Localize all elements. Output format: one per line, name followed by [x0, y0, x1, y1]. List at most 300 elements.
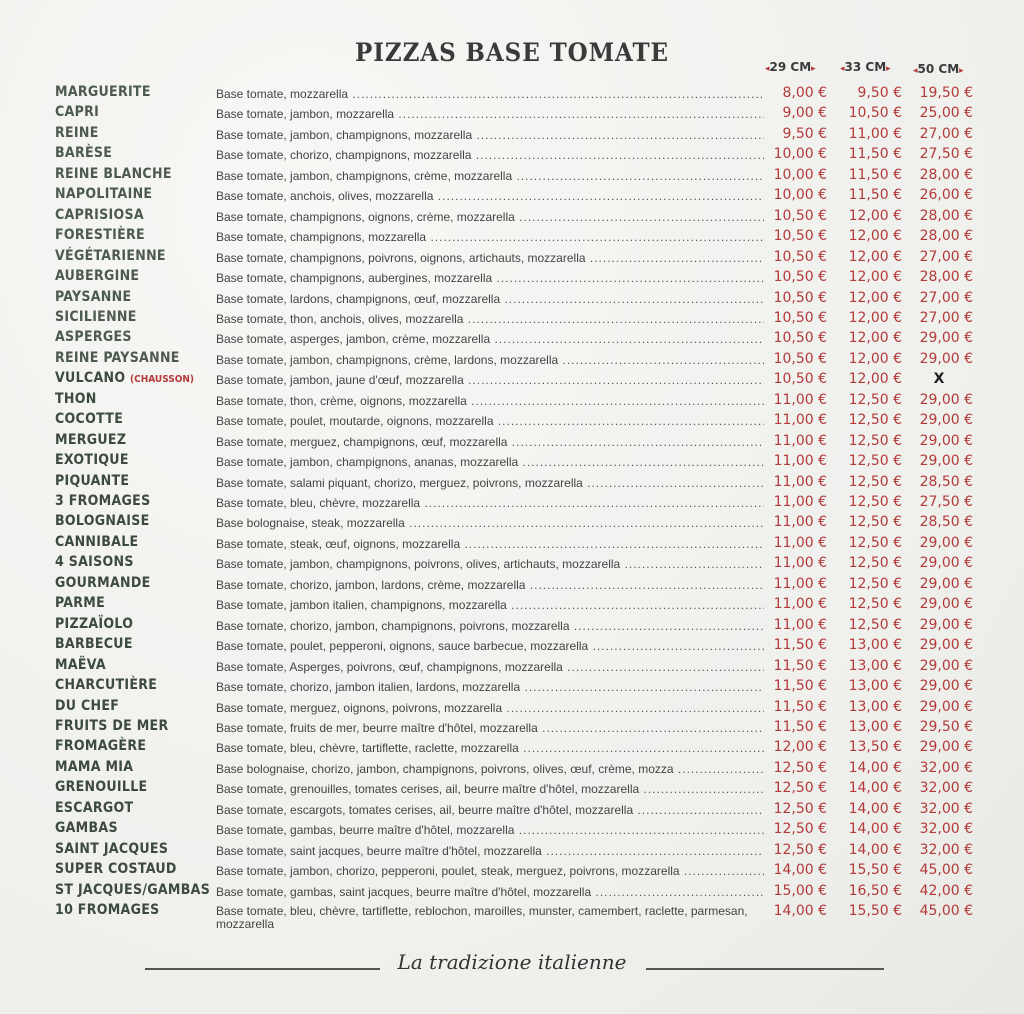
pizza-name [55, 411, 215, 427]
pizza-name [55, 616, 215, 632]
price-33cm: 12,50 € [848, 596, 902, 613]
pizza-description: Base tomate, salami piquant, chorizo, merguez, poivrons, mozzarella ..... [216, 476, 764, 490]
pizza-name-label: FROMAGÈRE [55, 738, 147, 755]
pizza-row [0, 207, 1024, 227]
price-33cm: 12,00 € [848, 350, 902, 367]
pizza-description: Base tomate, lardons, champignons, œuf, mozzarella ..... [216, 292, 764, 306]
pizza-note: (CHAUSSON) [130, 374, 195, 386]
pizza-name [55, 84, 215, 100]
price-29cm: 11,00 € [773, 473, 827, 490]
price-33cm: 12,00 € [848, 330, 902, 347]
price-33cm: 12,50 € [848, 391, 902, 408]
pizza-row [0, 391, 1024, 411]
pizza-description: Base tomate, jambon, chorizo, pepperoni, poulet, steak, merguez, poivrons, mozzarella ..... [216, 864, 764, 878]
pizza-row [0, 636, 1024, 656]
pizza-name-label: BARBECUE [55, 636, 133, 653]
price-50cm: 29,00 € [919, 534, 973, 551]
pizza-name-label: CHARCUTIÈRE [55, 677, 158, 694]
pizza-description: Base tomate, gambas, saint jacques, beurre maître d'hôtel, mozzarella ..... [216, 885, 764, 899]
price-33cm: 13,00 € [848, 698, 902, 715]
footer-divider-right [646, 968, 884, 970]
pizza-description: Base tomate, champignons, oignons, crème, mozzarella ..... [216, 210, 764, 224]
pizza-row [0, 759, 1024, 779]
pizza-row [0, 145, 1024, 165]
price-50cm: 28,00 € [919, 207, 973, 224]
pizza-name [55, 370, 215, 386]
pizza-name-label: CAPRI [55, 104, 100, 121]
pizza-row [0, 677, 1024, 697]
price-29cm: 15,00 € [773, 882, 827, 899]
pizza-name-label: REINE BLANCHE [55, 165, 172, 182]
pizza-name [55, 207, 215, 223]
pizza-row [0, 902, 1024, 931]
price-33cm: 12,00 € [848, 207, 902, 224]
size-label: 33 CM [844, 60, 887, 74]
pizza-name-label: MARGUERITE [55, 84, 151, 100]
price-50cm: 27,00 € [919, 125, 973, 142]
price-33cm: 14,00 € [848, 800, 902, 817]
price-33cm: 16,50 € [848, 882, 902, 899]
pizza-name-label: PARME [55, 595, 106, 612]
pizza-description: Base tomate, jambon, champignons, ananas, mozzarella ..... [216, 455, 764, 469]
left-arrow-icon: ◂ [840, 64, 845, 74]
pizza-row [0, 861, 1024, 881]
price-50cm: 29,00 € [919, 412, 973, 429]
pizza-name [55, 554, 215, 570]
pizza-name [55, 186, 215, 202]
price-50cm: 29,00 € [919, 657, 973, 674]
pizza-row [0, 411, 1024, 431]
price-50cm: 29,00 € [919, 453, 973, 470]
pizza-name-label: GOURMANDE [55, 574, 151, 591]
pizza-description: Base tomate, asperges, jambon, crème, mozzarella ..... [216, 332, 764, 346]
price-33cm: 13,00 € [848, 637, 902, 654]
price-50cm: 45,00 € [919, 862, 973, 879]
price-29cm: 10,50 € [773, 330, 827, 347]
price-29cm: 10,50 € [773, 248, 827, 265]
menu-title: PIZZAS BASE TOMATE [355, 38, 669, 67]
pizza-name-label: 3 FROMAGES [55, 493, 151, 509]
price-33cm: 12,00 € [848, 371, 902, 388]
price-50cm: 28,50 € [919, 514, 973, 531]
pizza-row [0, 718, 1024, 738]
right-arrow-icon: ▸ [959, 66, 964, 76]
pizza-name-label: COCOTTE [55, 411, 124, 428]
pizza-description: Base tomate, champignons, poivrons, oignons, artichauts, mozzarella ..... [216, 251, 764, 265]
pizza-name-label: SICILIENNE [55, 308, 137, 325]
pizza-name [55, 575, 215, 591]
price-29cm: 10,50 € [773, 371, 827, 388]
price-50cm: 32,00 € [919, 841, 973, 858]
pizza-name [55, 350, 215, 366]
pizza-description: Base tomate, thon, crème, oignons, mozzarella ..... [216, 394, 764, 408]
price-50cm: 29,00 € [919, 616, 973, 633]
pizza-name [55, 125, 215, 141]
price-33cm: 11,50 € [848, 166, 902, 183]
pizza-description: Base tomate, bleu, chèvre, tartiflette, raclette, mozzarella ..... [216, 741, 764, 755]
pizza-name [55, 636, 215, 652]
pizza-row [0, 575, 1024, 595]
price-50cm: 32,00 € [919, 821, 973, 838]
pizza-name [55, 820, 215, 836]
pizza-name-label: BARÈSE [55, 145, 113, 162]
pizza-row [0, 289, 1024, 309]
price-50cm: 32,00 € [919, 759, 973, 776]
price-33cm: 12,00 € [848, 248, 902, 265]
pizza-description: Base tomate, merguez, champignons, œuf, mozzarella ..... [216, 435, 764, 449]
pizza-name [55, 104, 215, 120]
pizza-name [55, 289, 215, 305]
pizza-name [55, 718, 215, 734]
pizza-name [55, 452, 215, 468]
pizza-description: Base tomate, jambon, champignons, crème, lardons, mozzarella ..... [216, 353, 764, 367]
pizza-description: Base bolognaise, steak, mozzarella ..... [216, 516, 764, 530]
pizza-name [55, 657, 215, 673]
pizza-name [55, 882, 215, 898]
price-33cm: 12,50 € [848, 616, 902, 633]
pizza-name [55, 841, 215, 857]
pizza-name-label: FRUITS DE MER [55, 717, 169, 734]
price-33cm: 14,00 € [848, 759, 902, 776]
pizza-name-label: VULCANO [55, 370, 126, 387]
price-29cm: 14,00 € [773, 862, 827, 879]
pizza-row [0, 513, 1024, 533]
price-29cm: 11,00 € [773, 555, 827, 572]
pizza-row [0, 370, 1024, 390]
pizza-description: Base tomate, jambon italien, champignons, mozzarella ..... [216, 598, 764, 612]
pizza-description: Base tomate, chorizo, champignons, mozzarella ..... [216, 148, 764, 162]
pizza-name-label: REINE PAYSANNE [55, 349, 180, 366]
price-50cm: 25,00 € [919, 105, 973, 122]
price-50cm: 29,50 € [919, 718, 973, 735]
pizza-name-label: VÉGÉTARIENNE [55, 247, 166, 264]
right-arrow-icon: ▸ [886, 64, 891, 74]
pizza-name [55, 432, 215, 448]
pizza-row [0, 738, 1024, 758]
price-33cm: 15,50 € [848, 862, 902, 879]
pizza-name [55, 166, 215, 182]
price-50cm: 32,00 € [919, 800, 973, 817]
pizza-name-label: MERGUEZ [55, 431, 127, 448]
price-50cm: 28,50 € [919, 473, 973, 490]
pizza-name-label: CANNIBALE [55, 533, 139, 550]
pizza-description: Base tomate, chorizo, jambon, champignons, poivrons, mozzarella ..... [216, 619, 764, 633]
pizza-name-label: NAPOLITAINE [55, 186, 153, 203]
footer-tagline: La tradizione italienne [397, 950, 627, 974]
price-50cm: 29,00 € [919, 739, 973, 756]
price-50cm: 26,00 € [919, 187, 973, 204]
price-33cm: 11,50 € [848, 146, 902, 163]
price-50cm: 29,00 € [919, 575, 973, 592]
pizza-name [55, 391, 215, 407]
price-50cm: 29,00 € [919, 391, 973, 408]
pizza-description: Base tomate, jambon, champignons, mozzarella ..... [216, 128, 764, 142]
pizza-description: Base tomate, jambon, jaune d'œuf, mozzarella ..... [216, 373, 764, 387]
price-50cm: 27,00 € [919, 309, 973, 326]
pizza-description: Base tomate, jambon, mozzarella ..... [216, 107, 764, 121]
pizza-name-label: PIQUANTE [55, 472, 130, 489]
price-29cm: 11,00 € [773, 391, 827, 408]
price-33cm: 9,50 € [857, 85, 902, 101]
pizza-row [0, 820, 1024, 840]
pizza-name-label: SAINT JACQUES [55, 840, 169, 857]
pizza-name-label: PIZZAÏOLO [55, 615, 134, 632]
price-29cm: 10,00 € [773, 187, 827, 204]
price-33cm: 13,00 € [848, 678, 902, 695]
price-29cm: 10,50 € [773, 269, 827, 286]
price-29cm: 10,50 € [773, 228, 827, 245]
price-29cm: 11,00 € [773, 494, 827, 510]
pizza-row [0, 882, 1024, 902]
price-29cm: 12,50 € [773, 759, 827, 776]
price-29cm: 11,50 € [773, 698, 827, 715]
pizza-description: Base tomate, Asperges, poivrons, œuf, champignons, mozzarella ..... [216, 660, 764, 674]
pizza-name-label: ASPERGES [55, 329, 132, 346]
pizza-name [55, 268, 215, 284]
pizza-name-label: PAYSANNE [55, 288, 132, 305]
pizza-name-label: ST JACQUES/GAMBAS [55, 881, 211, 898]
price-50cm: 29,00 € [919, 555, 973, 572]
price-50cm: 27,50 € [919, 146, 973, 163]
price-50cm: 29,00 € [919, 432, 973, 449]
pizza-row [0, 698, 1024, 718]
pizza-name [55, 779, 215, 795]
pizza-row [0, 473, 1024, 493]
pizza-description: Base tomate, merguez, oignons, poivrons, mozzarella ..... [216, 701, 764, 715]
pizza-description: Base tomate, poulet, pepperoni, oignons, sauce barbecue, mozzarella ..... [216, 639, 764, 653]
price-50cm: 29,00 € [919, 678, 973, 695]
pizza-row [0, 166, 1024, 186]
pizza-name-label: 10 FROMAGES [55, 902, 160, 918]
size-label: 29 CM [769, 60, 812, 74]
pizza-name-label: DU CHEF [55, 697, 120, 714]
pizza-description: Base bolognaise, chorizo, jambon, champignons, poivrons, olives, œuf, crème, mozza ..... [216, 762, 764, 776]
pizza-name-label: CAPRISIOSA [55, 206, 144, 223]
pizza-name [55, 493, 215, 509]
pizza-description: Base tomate, jambon, champignons, poivrons, olives, artichauts, mozzarella ..... [216, 557, 764, 571]
pizza-name-label: EXOTIQUE [55, 452, 129, 469]
pizza-row [0, 779, 1024, 799]
price-29cm: 9,50 € [782, 125, 827, 142]
price-33cm: 11,50 € [848, 187, 902, 204]
price-33cm: 12,50 € [848, 412, 902, 429]
price-33cm: 12,00 € [848, 289, 902, 306]
pizza-description: Base tomate, grenouilles, tomates cerises, ail, beurre maître d'hôtel, mozzarella ..... [216, 782, 764, 796]
price-33cm: 12,50 € [848, 432, 902, 449]
price-33cm: 13,00 € [848, 657, 902, 674]
price-29cm: 10,50 € [773, 289, 827, 306]
pizza-name-label: MAËVA [55, 656, 106, 673]
pizza-description: Base tomate, chorizo, jambon, lardons, crème, mozzarella ..... [216, 578, 764, 592]
price-50cm: 27,00 € [919, 289, 973, 306]
pizza-description: Base tomate, saint jacques, beurre maître d'hôtel, mozzarella ..... [216, 844, 764, 858]
pizza-row [0, 329, 1024, 349]
price-29cm: 11,00 € [773, 453, 827, 470]
pizza-description: Base tomate, fruits de mer, beurre maître d'hôtel, mozzarella ..... [216, 721, 764, 735]
price-50cm: 28,00 € [919, 269, 973, 286]
pizza-name-label: 4 SAISONS [55, 554, 134, 571]
pizza-row [0, 309, 1024, 329]
price-29cm: 11,50 € [773, 718, 827, 735]
price-29cm: 11,50 € [773, 678, 827, 695]
price-33cm: 12,50 € [848, 494, 902, 510]
pizza-name-label: AUBERGINE [55, 268, 140, 285]
pizza-name-label: SUPER COSTAUD [55, 861, 177, 878]
price-29cm: 12,50 € [773, 780, 827, 797]
pizza-row [0, 452, 1024, 472]
pizza-row [0, 227, 1024, 247]
price-33cm: 12,50 € [848, 473, 902, 490]
pizza-description: Base tomate, chorizo, jambon italien, lardons, mozzarella ..... [216, 680, 764, 694]
size-header-29 [765, 60, 816, 74]
left-arrow-icon: ◂ [765, 64, 770, 74]
price-29cm: 11,50 € [773, 657, 827, 674]
pizza-name-label: FORESTIÈRE [55, 227, 145, 244]
pizza-row [0, 534, 1024, 554]
left-arrow-icon: ◂ [913, 66, 918, 76]
price-29cm: 11,00 € [773, 412, 827, 429]
pizza-row [0, 104, 1024, 124]
pizza-description: Base tomate, steak, œuf, oignons, mozzarella ..... [216, 537, 764, 551]
size-header-50 [913, 62, 964, 76]
pizza-row [0, 186, 1024, 206]
pizza-row [0, 657, 1024, 677]
pizza-row [0, 268, 1024, 288]
pizza-description: Base tomate, escargots, tomates cerises, ail, beurre maître d'hôtel, mozzarella ..... [216, 803, 764, 817]
pizza-name-label: REINE [55, 124, 99, 141]
pizza-name [55, 759, 215, 775]
price-29cm: 10,50 € [773, 350, 827, 367]
pizza-name-label: THON [55, 390, 97, 407]
price-33cm: 10,50 € [848, 105, 902, 122]
price-29cm: 11,00 € [773, 575, 827, 592]
price-50cm: 29,00 € [919, 330, 973, 347]
price-33cm: 14,00 € [848, 841, 902, 858]
price-29cm: 12,00 € [773, 739, 827, 756]
pizza-name [55, 861, 215, 877]
price-29cm: 10,50 € [773, 207, 827, 224]
pizza-row [0, 432, 1024, 452]
price-33cm: 12,50 € [848, 575, 902, 592]
pizza-name-label: ESCARGOT [55, 799, 134, 816]
price-50cm: X [933, 371, 945, 388]
pizza-description: Base tomate, bleu, chèvre, tartiflette, reblochon, maroilles, munster, camembert, raclette, parmesan, mozzarella [216, 905, 748, 931]
pizza-name [55, 677, 215, 693]
pizza-name [55, 227, 215, 243]
price-33cm: 13,00 € [848, 718, 902, 735]
price-33cm: 12,50 € [848, 514, 902, 531]
pizza-description: Base tomate, jambon, champignons, crème, mozzarella ..... [216, 169, 764, 183]
pizza-row [0, 841, 1024, 861]
pizza-description: Base tomate, bleu, chèvre, mozzarella ..... [216, 496, 764, 510]
pizza-row [0, 595, 1024, 615]
price-33cm: 12,00 € [848, 309, 902, 326]
pizza-row [0, 616, 1024, 636]
pizza-name [55, 902, 215, 918]
price-50cm: 32,00 € [919, 780, 973, 797]
price-33cm: 12,50 € [848, 453, 902, 470]
price-33cm: 12,00 € [848, 228, 902, 245]
pizza-description: Base tomate, mozzarella ..... [216, 87, 764, 101]
price-29cm: 9,00 € [782, 105, 827, 122]
pizza-name [55, 473, 215, 489]
price-50cm: 19,50 € [919, 85, 973, 101]
price-29cm: 11,00 € [773, 596, 827, 613]
pizza-row [0, 493, 1024, 513]
pizza-row [0, 125, 1024, 145]
pizza-description: Base tomate, anchois, olives, mozzarella ..... [216, 189, 764, 203]
price-33cm: 15,50 € [848, 903, 902, 919]
pizza-name [55, 329, 215, 345]
price-50cm: 29,00 € [919, 637, 973, 654]
pizza-name [55, 248, 215, 264]
price-29cm: 11,00 € [773, 534, 827, 551]
pizza-name [55, 800, 215, 816]
pizza-description: Base tomate, poulet, moutarde, oignons, mozzarella ..... [216, 414, 764, 428]
pizza-description: Base tomate, champignons, mozzarella ..... [216, 230, 764, 244]
price-29cm: 10,50 € [773, 309, 827, 326]
price-50cm: 27,50 € [919, 494, 973, 510]
price-29cm: 11,00 € [773, 514, 827, 531]
pizza-row [0, 800, 1024, 820]
price-29cm: 10,00 € [773, 166, 827, 183]
price-50cm: 45,00 € [919, 903, 973, 919]
price-33cm: 14,00 € [848, 780, 902, 797]
pizza-row [0, 248, 1024, 268]
size-header-33 [840, 60, 891, 74]
price-33cm: 11,00 € [848, 125, 902, 142]
price-33cm: 14,00 € [848, 821, 902, 838]
price-29cm: 10,00 € [773, 146, 827, 163]
size-label: 50 CM [917, 62, 960, 76]
price-33cm: 12,50 € [848, 534, 902, 551]
price-50cm: 27,00 € [919, 248, 973, 265]
price-33cm: 13,50 € [848, 739, 902, 756]
price-33cm: 12,50 € [848, 555, 902, 572]
price-29cm: 12,50 € [773, 841, 827, 858]
price-29cm: 12,50 € [773, 800, 827, 817]
pizza-row [0, 84, 1024, 104]
pizza-name [55, 595, 215, 611]
price-29cm: 8,00 € [782, 85, 827, 101]
pizza-name-label: GAMBAS [55, 820, 118, 837]
pizza-description: Base tomate, thon, anchois, olives, mozzarella ..... [216, 312, 764, 326]
price-29cm: 14,00 € [773, 903, 827, 919]
pizza-name-label: GRENOUILLE [55, 779, 148, 796]
price-50cm: 29,00 € [919, 596, 973, 613]
pizza-name [55, 738, 215, 754]
price-33cm: 12,00 € [848, 269, 902, 286]
price-29cm: 12,50 € [773, 821, 827, 838]
pizza-name [55, 309, 215, 325]
price-29cm: 11,50 € [773, 637, 827, 654]
pizza-name [55, 513, 215, 529]
pizza-name-label: MAMA MIA [55, 758, 134, 775]
pizza-name [55, 534, 215, 550]
right-arrow-icon: ▸ [811, 64, 816, 74]
pizza-row [0, 350, 1024, 370]
pizza-name-label: BOLOGNAISE [55, 513, 150, 530]
pizza-name [55, 145, 215, 161]
price-50cm: 42,00 € [919, 882, 973, 899]
pizza-name [55, 698, 215, 714]
price-50cm: 29,00 € [919, 350, 973, 367]
price-50cm: 28,00 € [919, 228, 973, 245]
price-50cm: 28,00 € [919, 166, 973, 183]
price-50cm: 29,00 € [919, 698, 973, 715]
pizza-description: Base tomate, gambas, beurre maître d'hôtel, mozzarella ..... [216, 823, 764, 837]
pizza-description: Base tomate, champignons, aubergines, mozzarella ..... [216, 271, 764, 285]
